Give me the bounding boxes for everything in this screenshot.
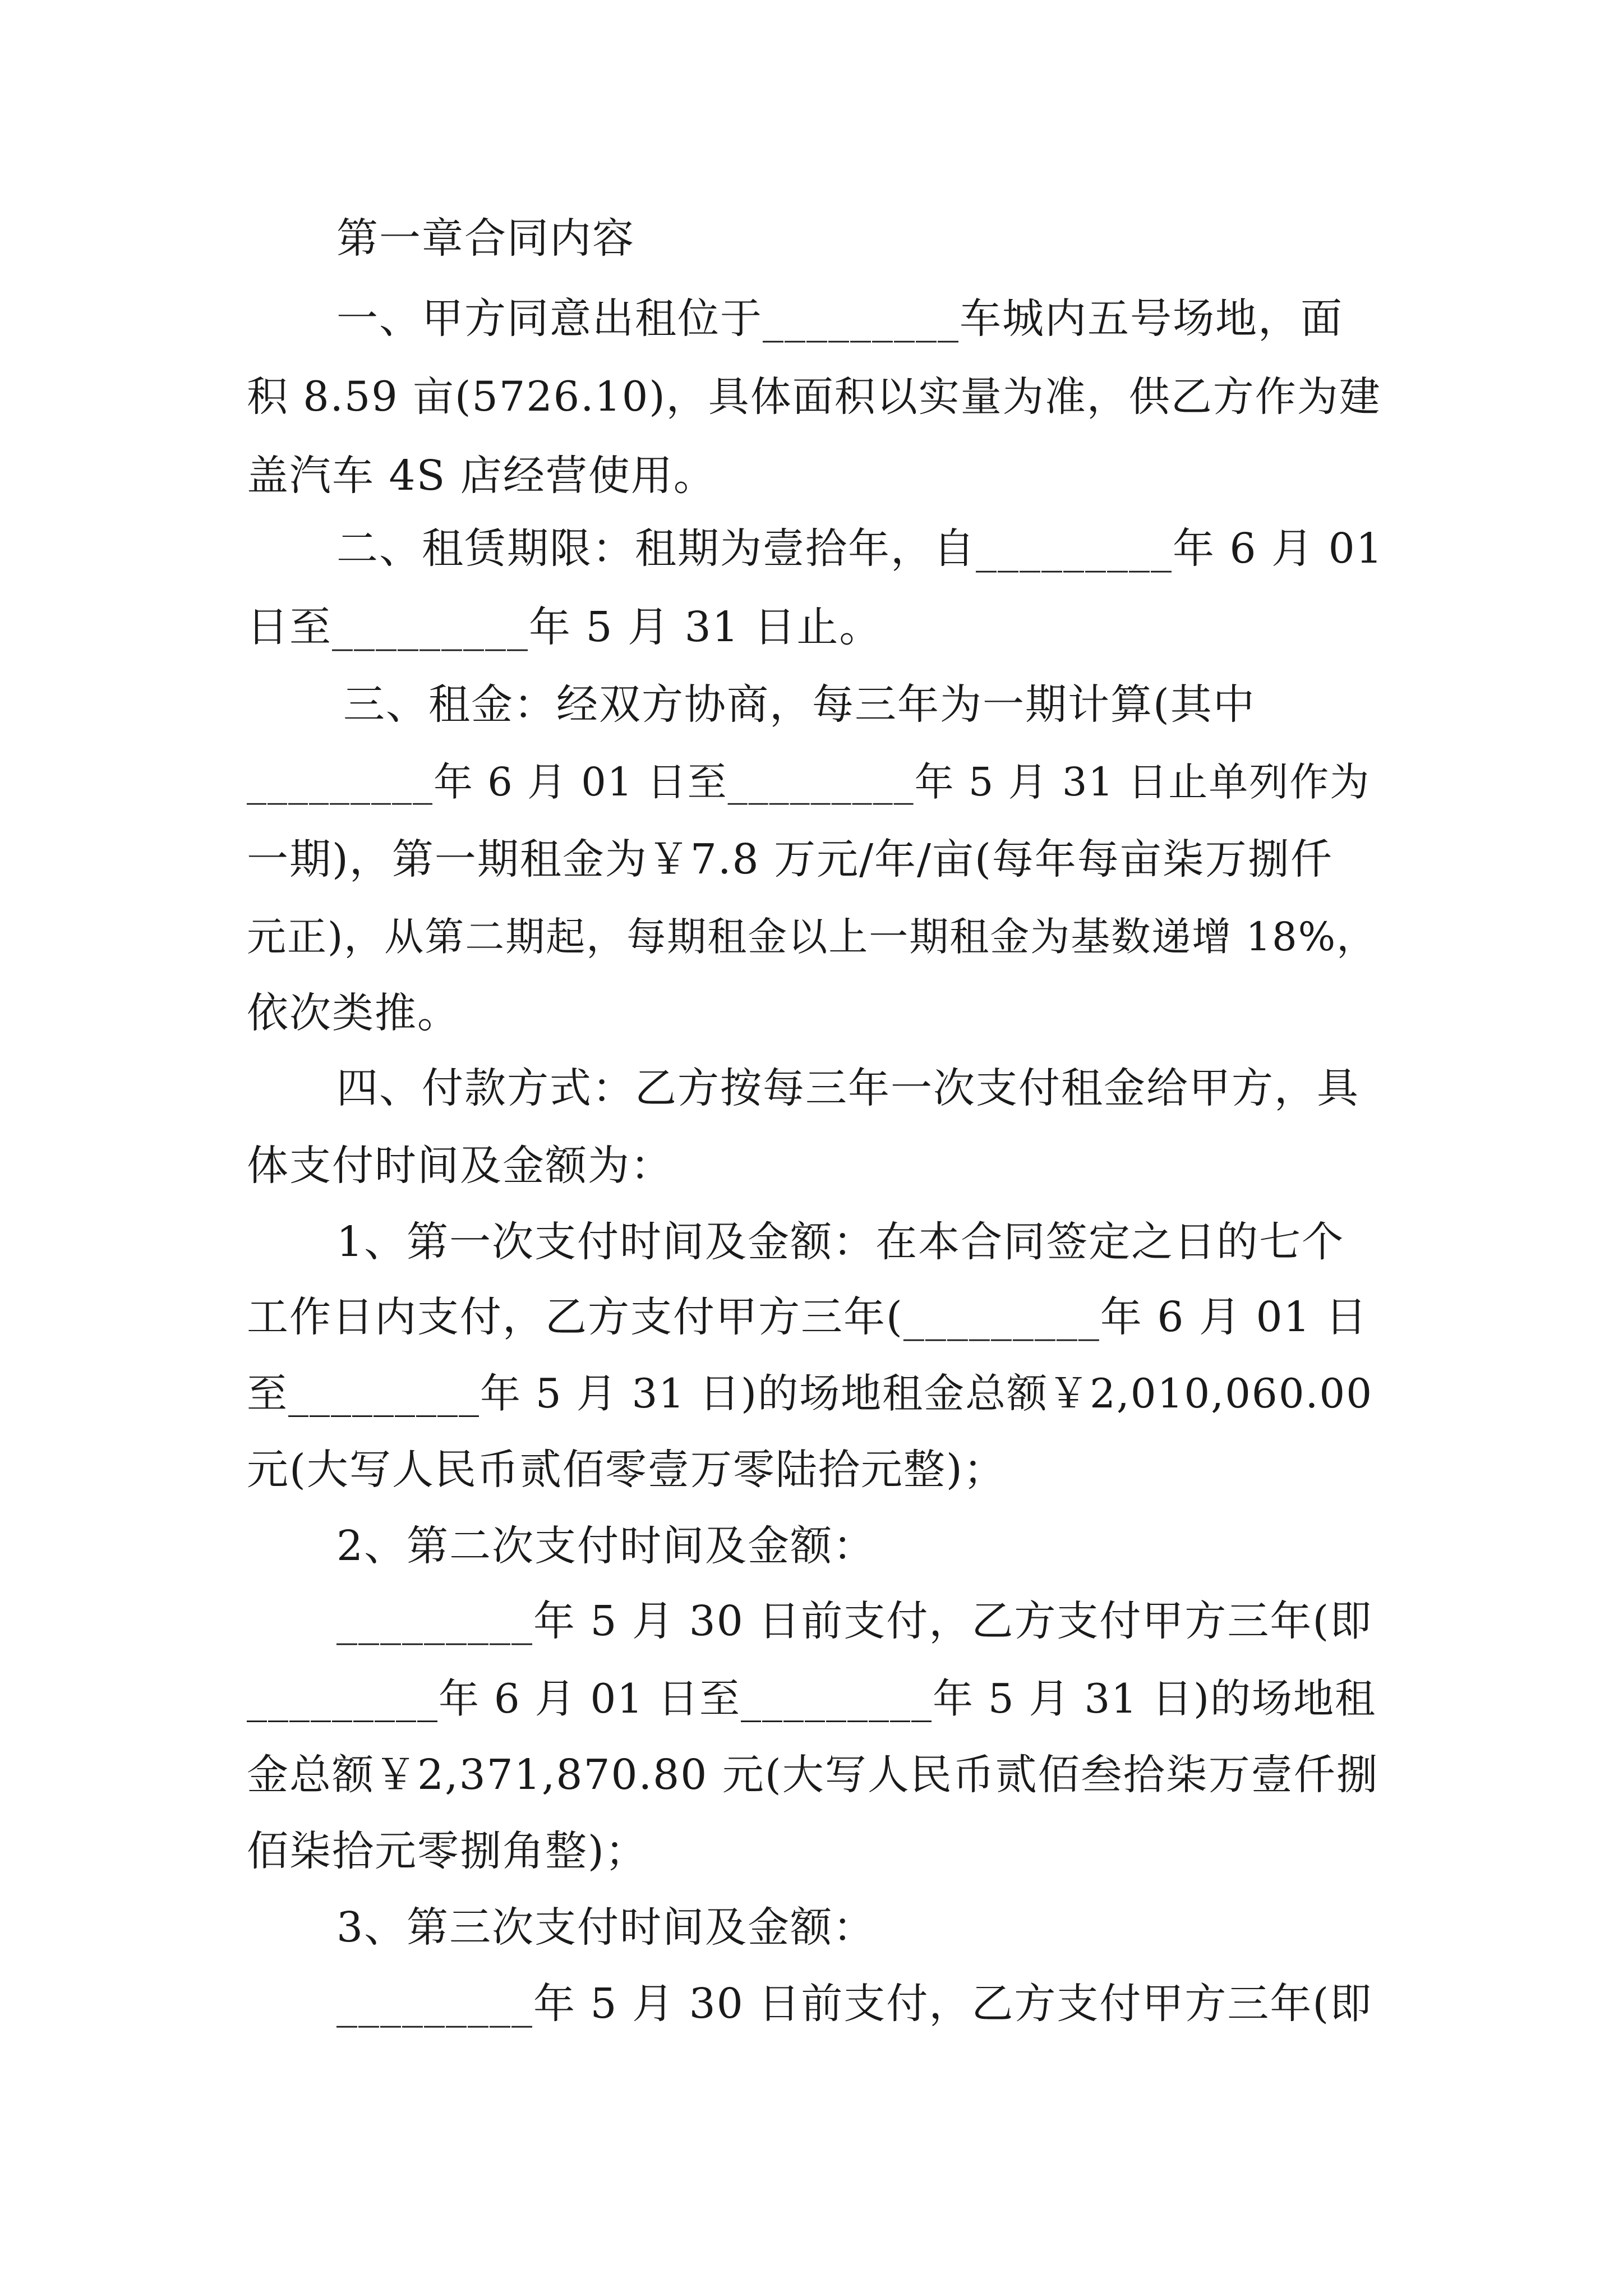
clause-2-line-1: 二、租赁期限：租期为壹拾年，自_________年 6 月 01 (336, 524, 1384, 573)
payment-1-line-4: 元(大写人民币贰佰零壹万零陆拾元整)； (247, 1446, 1006, 1494)
payment-1-line-3: 至_________年 5 月 31 日)的场地租金总额￥2,010,060.00 (247, 1370, 1373, 1417)
payment-3-heading: 3、第三次支付时间及金额： (336, 1903, 876, 1952)
payment-3-line-1: _________年 5 月 30 日前支付，乙方支付甲方三年(即 (336, 1980, 1373, 2028)
clause-1-line-3: 盖汽车 4S 店经营使用。 (247, 452, 716, 500)
clause-3-line-1: 三、租金：经双方协商，每三年为一期计算(其中 (343, 680, 1256, 729)
payment-2-line-4: 佰柒拾元零捌角整)； (247, 1827, 648, 1875)
payment-1-line-2: 工作日内支付，乙方支付甲方三年(_________年 6 月 01 日 (247, 1293, 1368, 1341)
clause-3-line-2: _________年 6 月 01 日至_________年 5 月 31 日止单列作为 (247, 759, 1371, 805)
payment-2-line-3: 金总额￥2,371,870.80 元(大写人民币贰佰叁拾柒万壹仟捌 (247, 1751, 1379, 1799)
payment-2-heading: 2、第二次支付时间及金额： (336, 1522, 876, 1570)
payment-2-line-1: _________年 5 月 30 日前支付，乙方支付甲方三年(即 (336, 1597, 1373, 1645)
clause-1-line-1: 一、甲方同意出租位于_________车城内五号场地，面 (336, 295, 1343, 343)
chapter-heading: 第一章合同内容 (336, 214, 635, 263)
payment-2-line-2: _________年 6 月 01 日至_________年 5 月 31 日)的场地租 (247, 1675, 1377, 1722)
clause-1-line-2: 积 8.59 亩(5726.10)，具体面积以实量为准，供乙方作为建 (247, 373, 1381, 421)
clause-2-line-2: 日至_________年 5 月 31 日止。 (247, 603, 882, 651)
clause-4-line-2: 体支付时间及金额为： (247, 1142, 673, 1190)
clause-4-line-1: 四、付款方式：乙方按每三年一次支付租金给甲方，具 (336, 1064, 1359, 1112)
payment-1-line-1: 1、第一次支付时间及金额：在本合同签定之日的七个 (336, 1218, 1345, 1266)
clause-3-line-3: 一期)，第一期租金为￥7.8 万元/年/亩(每年每亩柒万捌仟 (247, 835, 1333, 884)
clause-3-line-5: 依次类推。 (247, 989, 460, 1037)
clause-3-line-4: 元正)，从第二期起，每期租金以上一期租金为基数递增 18%， (247, 914, 1377, 960)
